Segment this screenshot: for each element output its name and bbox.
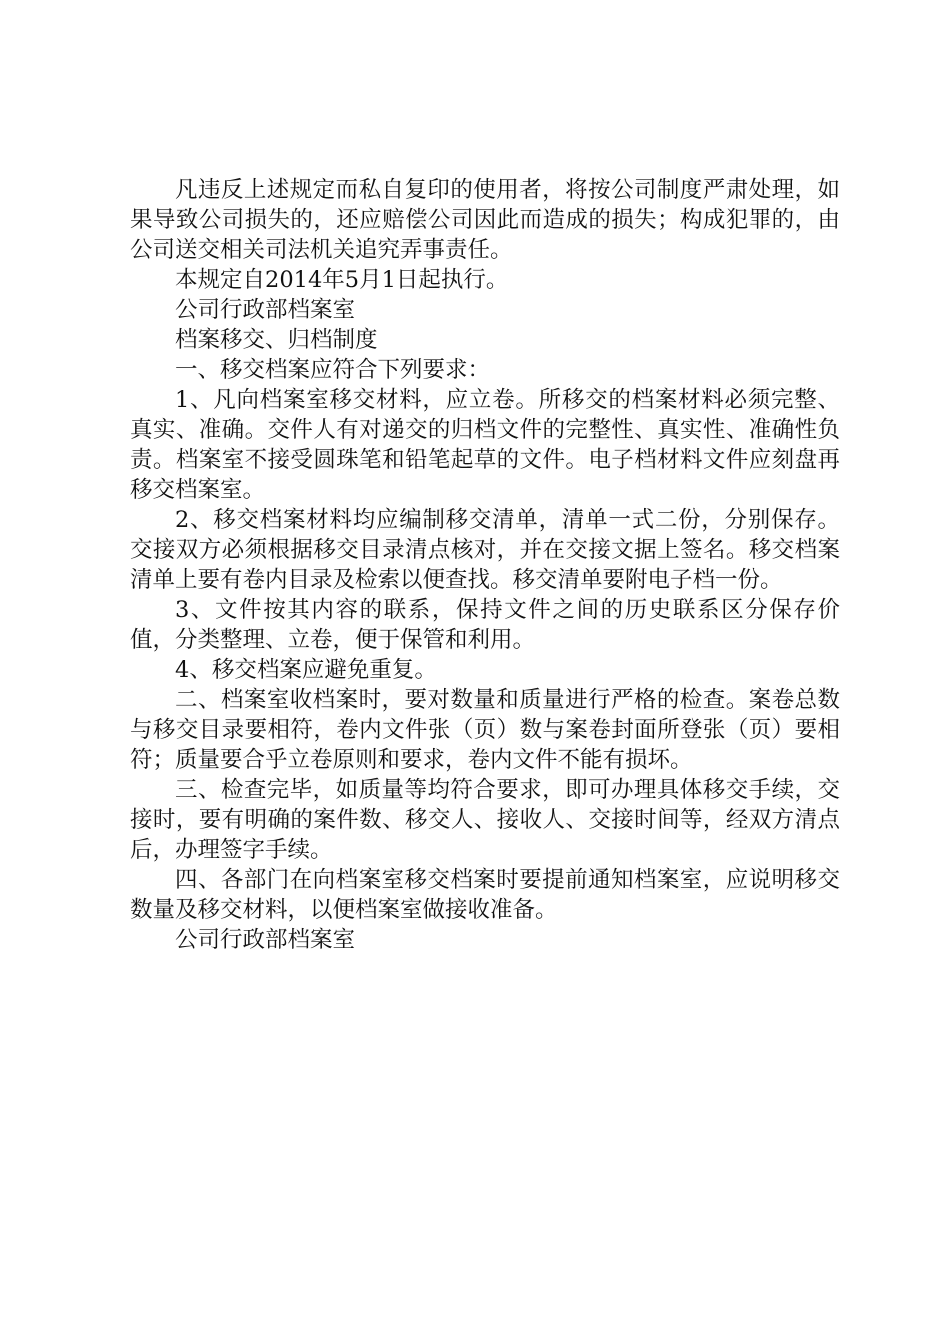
paragraph-section-three: 三、检查完毕，如质量等均符合要求，即可办理具体移交手续，交接时，要有明确的案件数、移交人、接收人、交接时间等，经双方清点后，办理签字手续。 — [130, 777, 840, 863]
paragraph-section-four: 四、各部门在向档案室移交档案时要提前通知档案室，应说明移交数量及移交材料，以便档案室做接收准备。 — [130, 867, 840, 923]
paragraph-item-2: 2、移交档案材料均应编制移交清单，清单一式二份，分别保存。交接双方必须根据移交目录清点核对，并在交接文据上签名。移交档案清单上要有卷内目录及检索以便查找。移交清单要附电子档一份。 — [130, 507, 840, 593]
paragraph-signature-department: 公司行政部档案室 — [175, 297, 356, 323]
section-title: 档案移交、归档制度 — [175, 327, 378, 353]
document-body — [130, 175, 840, 955]
paragraph-item-4: 4、移交档案应避免重复。 — [175, 657, 437, 683]
paragraph-section-two: 二、档案室收档案时，要对数量和质量进行严格的检查。案卷总数与移交目录要相符，卷内文件张（页）数与案卷封面所登张（页）要相符；质量要合乎立卷原则和要求，卷内文件不能有损坏。 — [130, 687, 840, 773]
paragraph-closing-department: 公司行政部档案室 — [175, 927, 356, 953]
paragraph-effective-date: 本规定自2014年5月1日起执行。 — [175, 267, 509, 293]
paragraph-violation-penalty: 凡违反上述规定而私自复印的使用者，将按公司制度严肃处理，如果导致公司损失的，还应赔偿公司因此而造成的损失；构成犯罪的，由公司送交相关司法机关追究弄事责任。 — [130, 177, 840, 263]
paragraph-item-3: 3、文件按其内容的联系，保持文件之间的历史联系区分保存价值，分类整理、立卷，便于保管和利用。 — [130, 597, 840, 653]
section-heading-one: 一、移交档案应符合下列要求： — [175, 357, 491, 383]
paragraph-item-1: 1、凡向档案室移交材料，应立卷。所移交的档案材料必须完整、真实、准确。交件人有对递交的归档文件的完整性、真实性、准确性负责。档案室不接受圆珠笔和铅笔起草的文件。电子档材料文件应刻盘再移交档案室。 — [130, 387, 840, 503]
